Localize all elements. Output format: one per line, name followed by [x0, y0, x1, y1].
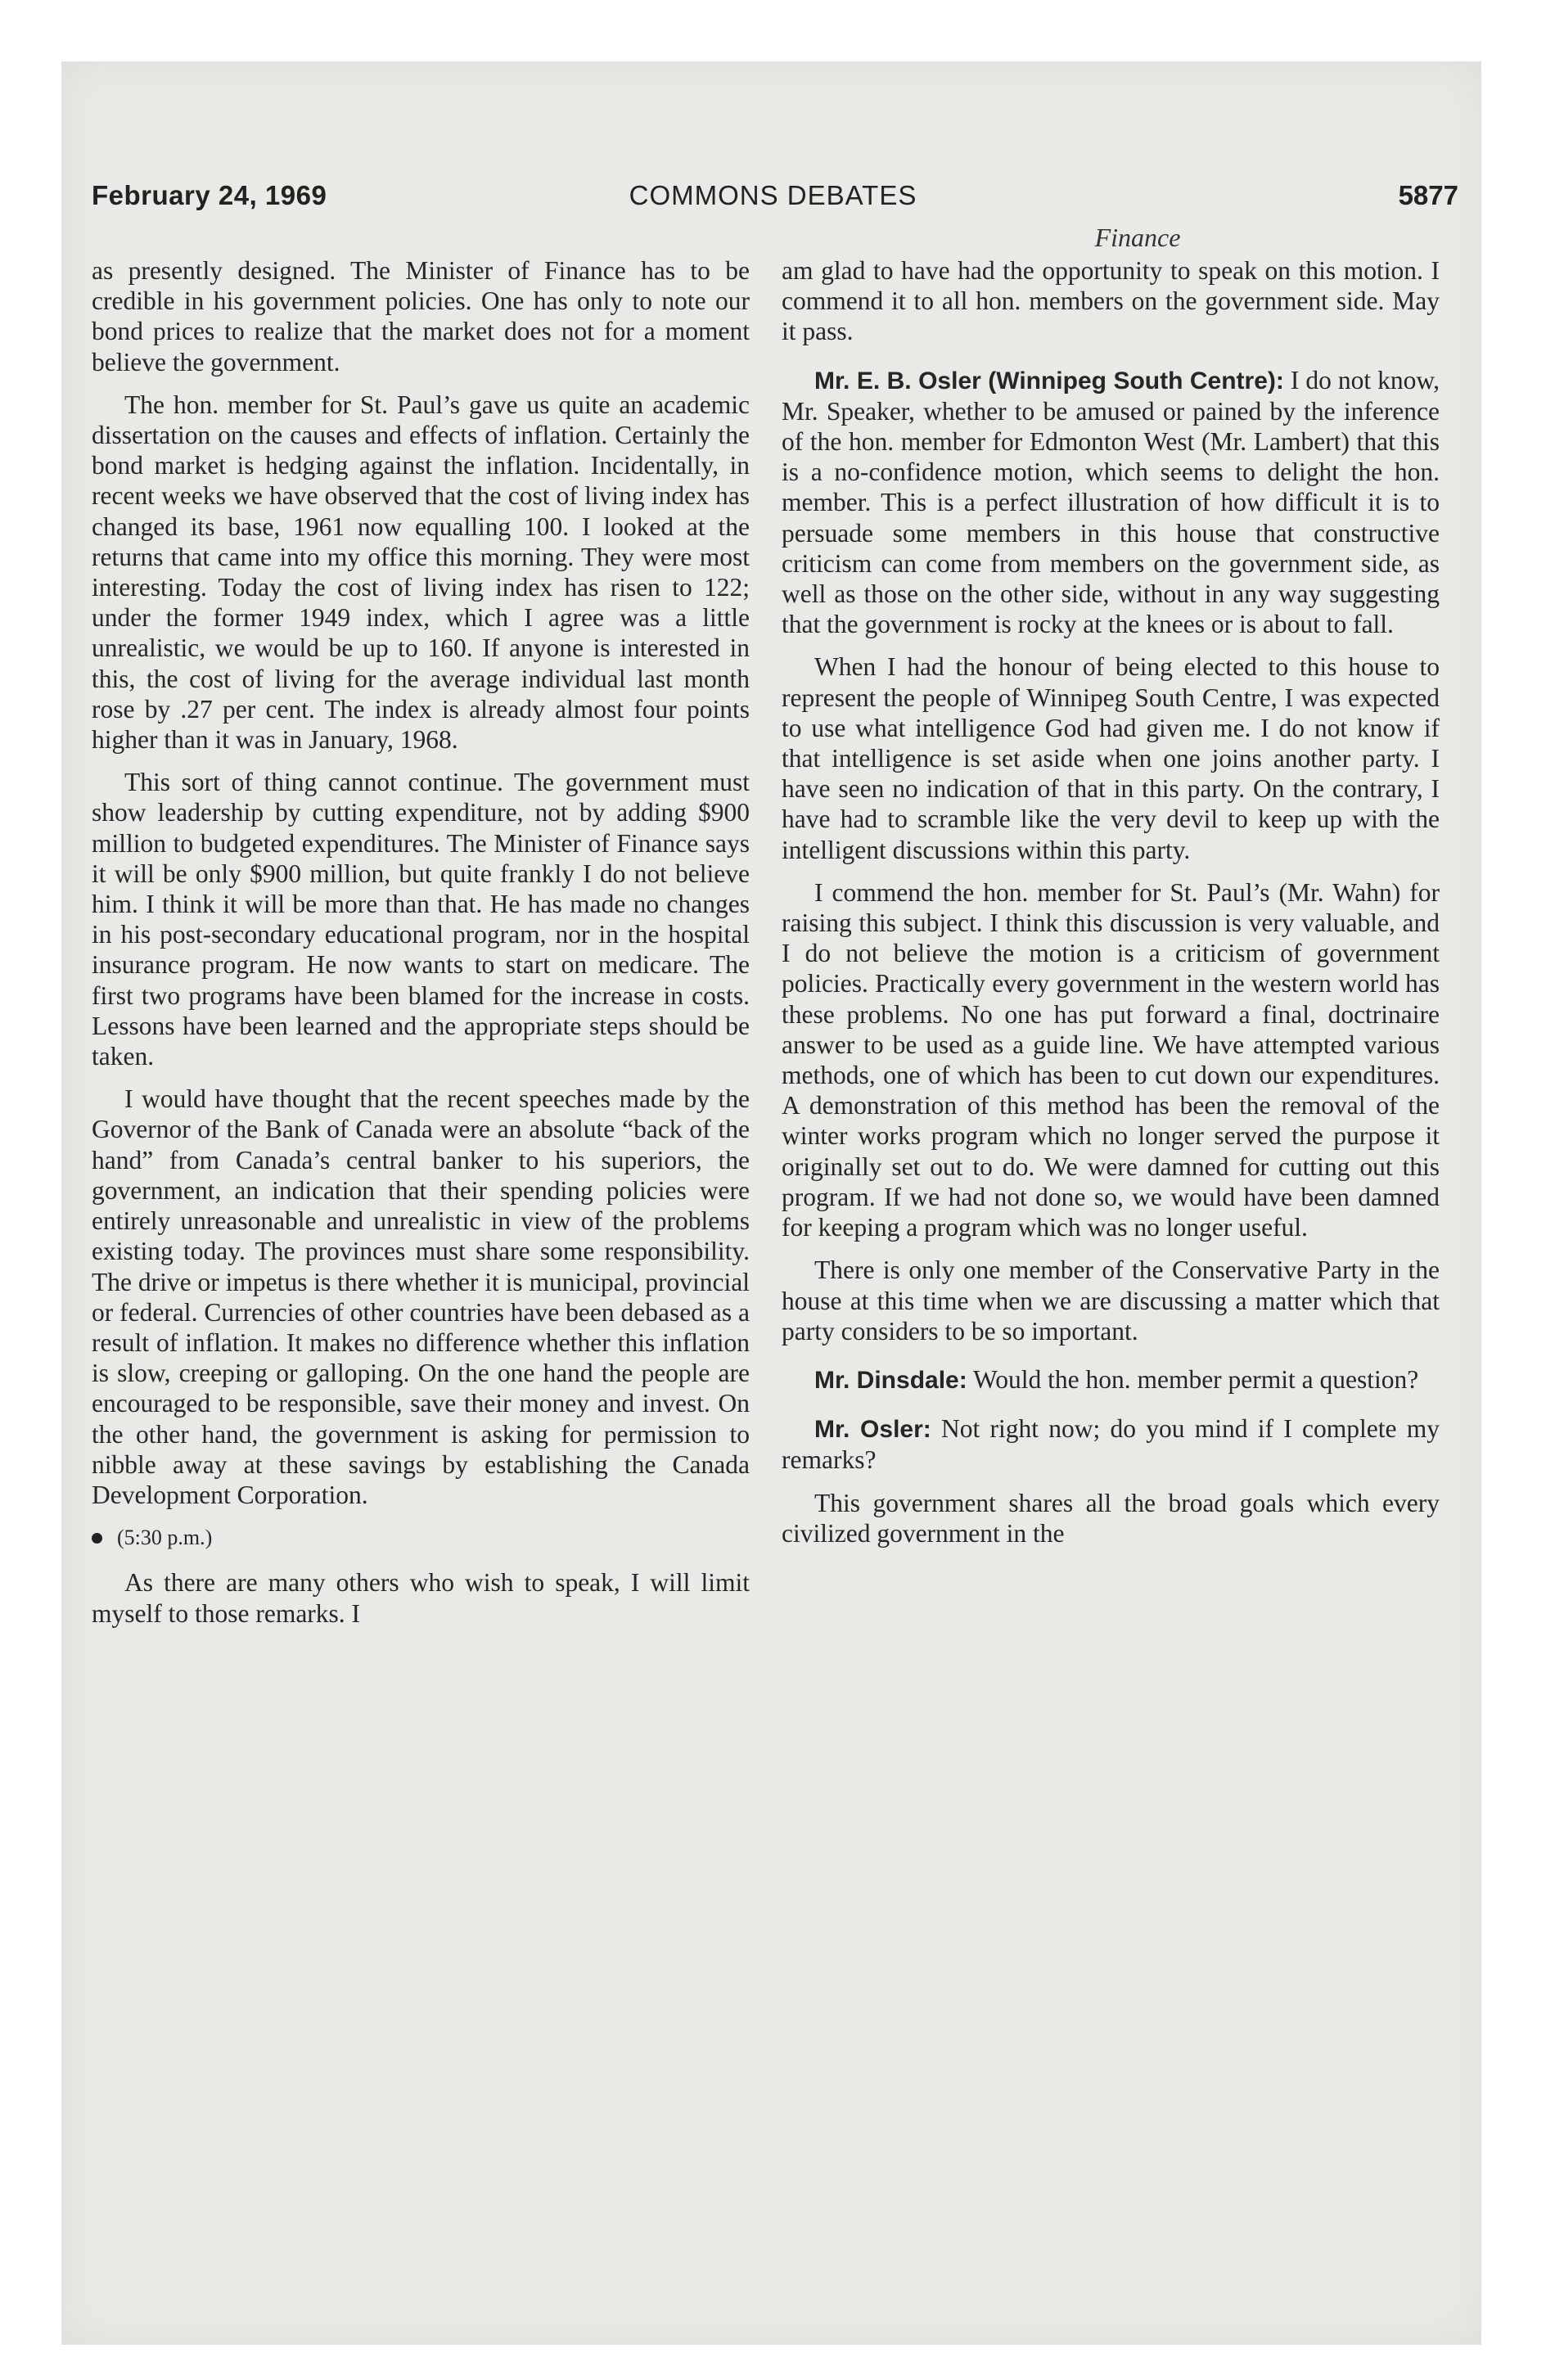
speaker-name: Mr. Dinsdale:: [814, 1366, 967, 1394]
paragraph: This government shares all the broad goals which every civilized government in the: [782, 1488, 1440, 1548]
paragraph: I would have thought that the recent speeches made by the Governor of the Bank of Canada were an absolute “back of the hand” from Canada’s central banker to his superiors, the government, an indication that their spending policies were entirely unreasonable and unrealistic in view of the problems existing today. The provinces must share some responsibility. The drive or impetus is there whether it is municipal, provincial or federal. Currencies of other countries have been debased as a result of inflation. It makes no difference whether this inflation is slow, creeping or galloping. On the one hand the people are encouraged to be responsible, save their money and invest. On the other hand, the government is asking for permission to nibble away at these savings by establishing the Canada Development Corporation.: [92, 1084, 750, 1509]
speech-text: Would the hon. member permit a question?: [967, 1364, 1419, 1394]
paragraph: When I had the honour of being elected to this house to represent the people of Winnipeg South Centre, I was expected to use what intelligence God had given me. I do not know if that intelligence is set aside when one joins another party. I have seen no indication of that in this party. On the contrary, I have had to scramble like the very devil to keep up with the intelligent discussions within this party.: [782, 652, 1440, 864]
page-number: 5877: [1398, 180, 1458, 210]
running-title: COMMONS DEBATES: [629, 180, 917, 210]
left-column: [92, 255, 750, 1641]
header-date: February 24, 1969: [92, 180, 327, 210]
paragraph: The hon. member for St. Paul’s gave us quite an academic dissertation on the causes and effects of inflation. Certainly the bond market is hedging against the inflation. Incidentally, in recent weeks we have observed that the cost of living index has changed its base, 1961 now equalling 100. I looked at the returns that came into my office this morning. They were most interesting. Today the cost of living index has risen to 122; under the former 1949 index, which I agree was a little unrealistic, we would be up to 160. If anyone is interested in this, the cost of living for the average individual last month rose by .27 per cent. The index is already almost four points higher than it was in January, 1968.: [92, 390, 750, 755]
paragraph: There is only one member of the Conservative Party in the house at this time when we are discussing a matter which that party considers to be so important.: [782, 1255, 1440, 1346]
speech-text: I do not know, Mr. Speaker, whether to be amused or pained by the inference of the hon. member for Edmonton West (Mr. Lambert) that this is a no-confidence motion, which seems to delight the hon. member. This is a perfect illustration of how difficult it is to persuade some members in this house that constructive criticism can come from members on the government side, as well as those on the other side, without in any way suggesting that the government is rocky at the knees or is about to fall.: [782, 365, 1440, 639]
paragraph: as presently designed. The Minister of Finance has to be credible in his government policies. One has only to note our bond prices to realize that the market does not for a moment believe the government.: [92, 256, 750, 376]
paragraph: As there are many others who wish to speak, I will limit myself to those remarks. I: [92, 1568, 750, 1628]
paragraph: I commend the hon. member for St. Paul’s (Mr. Wahn) for raising this subject. I think this discussion is very valuable, and I do not believe the motion is a criticism of government policies. Practically every government in the western world has these problems. No one has put forward a final, doctrinaire answer to be used as a guide line. We have attempted various methods, one of which has been to cut down our expenditures. A demonstration of this method has been the removal of the winter works program which no longer served the purpose it originally set out to do. We were damned for cutting out this program. If we had not done so, we would have been damned for keeping a program which was no longer useful.: [782, 877, 1440, 1242]
bullet-icon: [92, 1533, 102, 1544]
speaker-name: Mr. Osler:: [814, 1416, 931, 1444]
paragraph: am glad to have had the opportunity to speak on this motion. I commend it to all hon. members on the government side. May it pass.: [782, 256, 1440, 346]
speech-text: Not right now; do you mind if I complete my remarks?: [782, 1414, 1440, 1475]
speaker-name: Mr. E. B. Osler (Winnipeg South Centre):: [814, 367, 1284, 394]
speech-dinsdale: [782, 1364, 1440, 1395]
time-text: (5:30 p.m.): [117, 1526, 213, 1550]
right-column: [782, 255, 1440, 1561]
speech-osler-reply: [782, 1413, 1440, 1475]
paragraph: This sort of thing cannot continue. The government must show leadership by cutting expenditure, not by adding $900 million to budgeted expenditures. The Minister of Finance says it will be only $900 million, but quite frankly I do not believe him. I think it will be more than that. He has made no changes in his post-secondary educational program, nor in the hospital insurance program. He now wants to start on medicare. The first two programs have been blamed for the increase in costs. Lessons have been learned and the appropriate steps should be taken.: [92, 768, 750, 1071]
section-title: Finance: [1094, 223, 1181, 252]
speech-osler: [782, 365, 1440, 640]
time-marker: [92, 1522, 750, 1553]
